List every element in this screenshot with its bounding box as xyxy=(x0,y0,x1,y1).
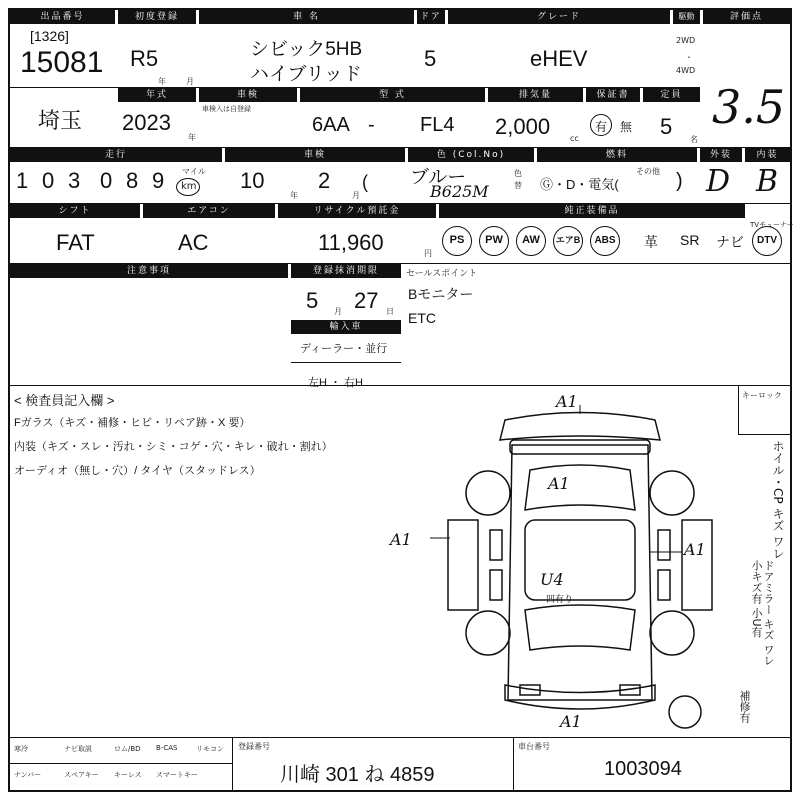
first-reg-year-unit: 年 xyxy=(158,77,166,86)
bottom-row1-2: ナビ取説 xyxy=(64,745,92,753)
side-note-4: 補修有 xyxy=(738,690,751,723)
inspector-line-2: 内装（キズ・スレ・汚れ・シミ・コゲ・穴・キレ・破れ・割れ） xyxy=(14,441,333,453)
mark-hood: A1 xyxy=(548,474,570,493)
mileage-digit-5: 8 xyxy=(126,168,139,193)
score-header: 評価点 xyxy=(703,10,790,24)
interior-header: 内装 xyxy=(745,148,790,162)
chassis-number: 1003094 xyxy=(604,758,682,780)
mark-front: A1 xyxy=(556,392,578,411)
inspector-line-3: オーディオ（無し・穴）/ タイヤ（スタッドレス） xyxy=(14,465,261,477)
sales-point-2: ETC xyxy=(408,310,436,326)
fuel-other-label: その他 xyxy=(636,167,660,176)
reg-number: 川崎 301 ね 4859 xyxy=(280,764,435,786)
warranty-header: 保証書 xyxy=(586,88,640,102)
drive-4wd: 4WD xyxy=(676,66,696,75)
mileage-km-label: km xyxy=(181,181,197,192)
equip-leather: 革 xyxy=(644,234,658,250)
mark-roof: U4 xyxy=(540,570,564,589)
car-diagram xyxy=(430,400,730,740)
doors-value: 5 xyxy=(424,46,437,71)
inspection-date-header: 車検 xyxy=(225,148,405,162)
sales-points-header: セールスポイント xyxy=(406,269,478,279)
equip-dtv: DTV xyxy=(752,226,782,256)
grade-header: グレード xyxy=(448,10,670,24)
bottom-row2-1: ナンバー xyxy=(14,771,42,779)
mileage-digit-2: 0 xyxy=(42,168,55,193)
bottom-row1-4: B-CAS xyxy=(156,744,178,752)
recycle-unit: 円 xyxy=(424,249,432,258)
deadline-month: 5 xyxy=(306,288,319,313)
inspection-month-unit: 月 xyxy=(352,191,360,200)
warranty-no: 無 xyxy=(620,120,633,134)
equip-sr: SR xyxy=(680,232,700,248)
mark-right: A1 xyxy=(684,540,706,559)
deadline-day-unit: 日 xyxy=(386,307,394,316)
warranty-yes: 有 xyxy=(595,120,608,134)
inspection-month: 2 xyxy=(318,168,331,193)
interior-grade: B xyxy=(756,164,779,199)
model-dash: - xyxy=(368,114,375,136)
chassis-label: 車台番号 xyxy=(518,742,550,751)
aircon-value: AC xyxy=(178,230,209,255)
recycle-value: 11,960 xyxy=(318,230,384,255)
shift-value: FAT xyxy=(56,230,95,255)
bottom-row1-5: リモコン xyxy=(196,745,224,753)
shift-header: シフト xyxy=(10,204,140,218)
equipment-header: 純正装備品 xyxy=(439,204,745,218)
sales-point-1: Bモニター xyxy=(408,286,474,302)
exterior-grade: D xyxy=(706,164,731,199)
displacement-header: 排気量 xyxy=(488,88,583,102)
mileage-digit-1: 1 xyxy=(16,168,39,193)
first-reg-era: R5 xyxy=(130,46,159,71)
side-note-2: ドアミラー キズ ワレ xyxy=(762,560,775,666)
deadline-header: 登録抹消期限 xyxy=(291,264,401,278)
aircon-header: エアコン xyxy=(143,204,275,218)
equip-ps: PS xyxy=(442,226,472,256)
model-header: 型 式 xyxy=(300,88,485,102)
reg-no-label: 登録番号 xyxy=(238,742,270,751)
fuel-options: Ⓖ・D・電気( xyxy=(540,177,619,192)
exterior-header: 外装 xyxy=(700,148,742,162)
color-change-label: 色替 xyxy=(514,169,522,190)
inspection-year: 10 xyxy=(240,168,265,193)
car-name-line1: シビック5HB xyxy=(250,39,363,60)
inspection-note: 車検入は自登録 xyxy=(202,105,251,113)
grade-value: eHEV xyxy=(530,46,588,71)
drive-dot: ・ xyxy=(685,53,693,62)
bottom-row2-4: スマートキー xyxy=(156,771,198,779)
bottom-row2-3: キーレス xyxy=(114,771,142,779)
deadline-day: 27 xyxy=(354,288,379,313)
color-code: B625M xyxy=(430,182,489,201)
model-year-unit: 年 xyxy=(188,133,196,142)
lot-number: 15081 xyxy=(20,46,104,79)
first-reg-month-unit: 月 xyxy=(186,77,194,86)
import-type: ディーラー・並行 xyxy=(300,343,388,355)
equip-pw: PW xyxy=(479,226,509,256)
equip-abs: ABS xyxy=(590,226,620,256)
capacity-header: 定員 xyxy=(643,88,700,102)
lot-no-header: 出品番号 xyxy=(10,10,115,24)
mileage-mile-label: マイル xyxy=(182,167,206,176)
mark-roof-note: 凹有り xyxy=(546,595,574,605)
equip-airbag: エアB xyxy=(553,226,583,256)
drive-header: 駆動 xyxy=(673,10,700,24)
mark-left: A1 xyxy=(390,530,412,549)
car-name-line2: ハイブリッド xyxy=(250,64,362,85)
keylock-label: キーロック xyxy=(742,391,782,400)
fuel-header: 燃料 xyxy=(537,148,697,162)
deadline-month-unit: 月 xyxy=(334,307,342,316)
mark-rear: A1 xyxy=(560,712,582,731)
fuel-close: ) xyxy=(676,170,683,192)
region: 埼玉 xyxy=(38,108,83,133)
mileage-digit-3: 3 xyxy=(68,168,81,193)
notes-header: 注意事項 xyxy=(10,264,288,278)
inspection-year-unit: 年 xyxy=(290,191,298,200)
year-header: 年式 xyxy=(118,88,196,102)
capacity-unit: 名 xyxy=(690,135,698,144)
model-code: FL4 xyxy=(420,114,455,136)
color-name: ブルー xyxy=(410,166,467,188)
inspector-header: < 検査員記入欄 > xyxy=(14,393,115,408)
car-name-header: 車 名 xyxy=(199,10,414,24)
drive-2wd: 2WD xyxy=(676,36,696,45)
capacity-value: 5 xyxy=(660,114,673,139)
mileage-header: 走行 xyxy=(10,148,222,162)
inspector-line-1: Fガラス（キズ・補修・ヒビ・リペア跡・X 要） xyxy=(14,417,251,429)
bottom-row1-1: 寒冷 xyxy=(14,745,28,753)
inspection-header: 車検 xyxy=(199,88,297,102)
bottom-row2-2: スペアキー xyxy=(64,771,99,779)
mileage-digit-6: 9 xyxy=(152,168,165,193)
displacement-unit: cc xyxy=(570,134,579,143)
side-note-1: ホイル・CP キズ ワレ xyxy=(771,440,785,560)
equip-aw: AW xyxy=(516,226,546,256)
mileage-digit-4: 0 xyxy=(100,168,113,193)
import-header: 輸入車 xyxy=(291,320,401,334)
color-header: 色 (Col.No) xyxy=(408,148,534,162)
handle: 左H ・ 右H xyxy=(308,377,363,389)
bottom-row1-3: ロム/BD xyxy=(114,745,141,753)
equip-navi: ナビ xyxy=(716,234,744,250)
tv-tuner-label: TVチューナー xyxy=(750,221,794,229)
doors-header: ドア xyxy=(417,10,445,24)
side-note-3: 小キズ有 小U有 xyxy=(750,560,763,638)
recycle-header: リサイクル預託金 xyxy=(278,204,436,218)
first-reg-header: 初度登録 xyxy=(118,10,196,24)
lot-code: [1326] xyxy=(30,28,69,44)
model-year: 2023 xyxy=(122,110,171,135)
score-value: 3.5 xyxy=(712,80,786,134)
displacement-value: 2,000 xyxy=(495,114,551,139)
model-prefix: 6AA xyxy=(312,114,350,136)
